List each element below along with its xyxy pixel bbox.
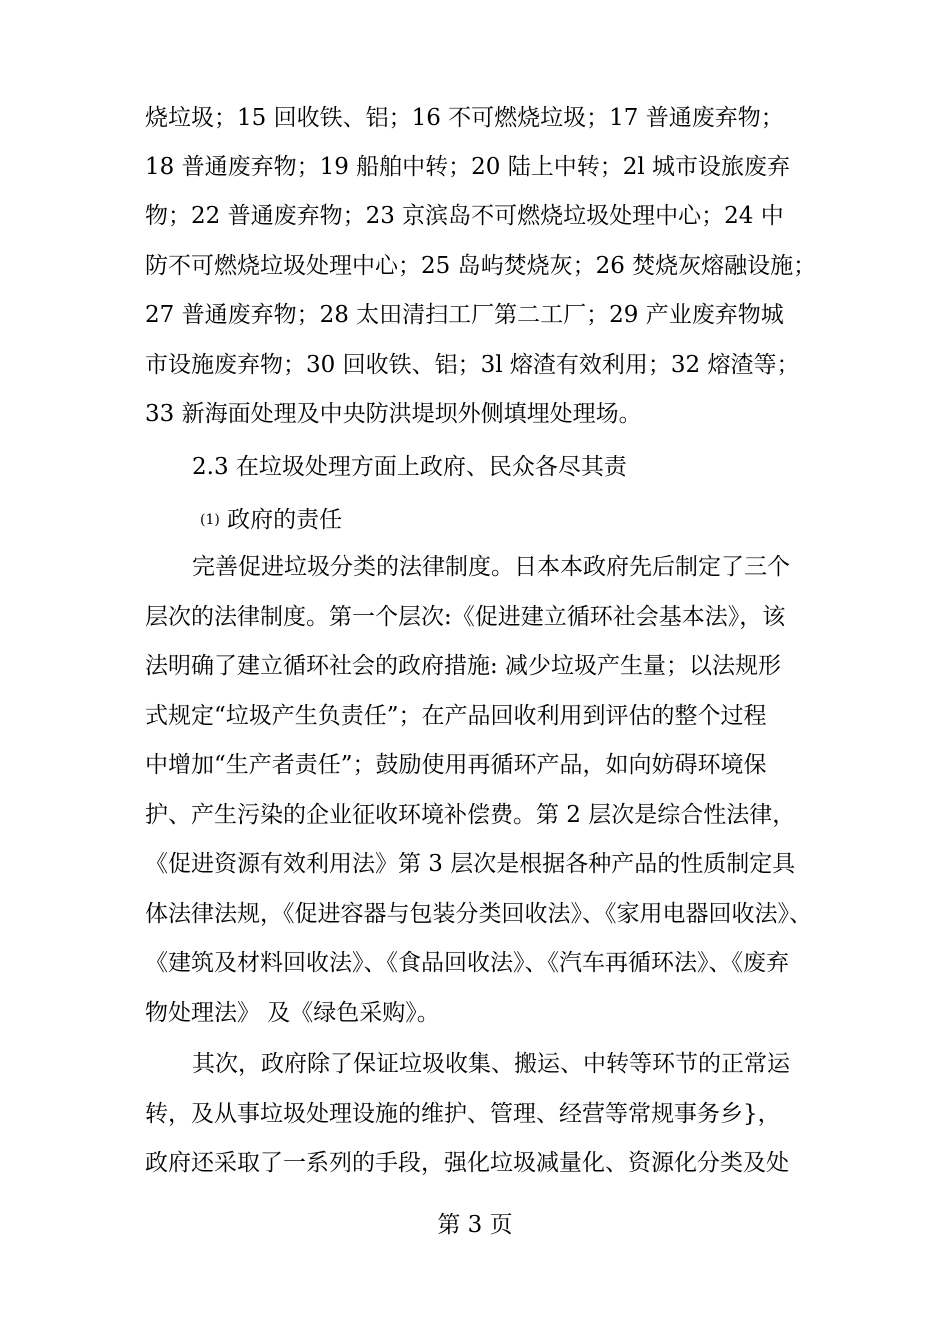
- paragraph-2-line-2: 转，及从事垃圾处理设施的维护、管理、经营等常规事务乡}，: [145, 1101, 781, 1127]
- paragraph-1-line-8: 体法律法规，《促进容器与包装分类回收法》、《家用电器回收法》、: [145, 901, 812, 927]
- paragraph-1-line-9: 《建筑及材料回收法》、《食品回收法》、《汽车再循环法》、《废弃: [145, 950, 789, 976]
- paragraph-1-line-5: 中增加“生产者责任”；鼓励使用再循环产品，如向妨碍环境保: [145, 752, 767, 778]
- subsection-number: (1): [200, 512, 220, 528]
- paragraph-1-line-7: 《促进资源有效利用法》第 3 层次是根据各种产品的性质制定具: [145, 851, 796, 877]
- text-line-7: 33 新海面处理及中央防洪堤坝外侧填埋处理场。: [145, 401, 642, 427]
- paragraph-2-line-1: 其次，政府除了保证垃圾收集、搬运、中转等环节的正常运: [192, 1051, 790, 1077]
- text-line-2: 18 普通废弃物；19 船舶中转；20 陆上中转；2l 城市设旅废弃: [145, 154, 791, 180]
- paragraph-1-line-10: 物处理法》 及《绿色采购》。: [145, 1000, 440, 1026]
- text-line-4: 防不可燃烧垃圾处理中心；25 岛屿焚烧灰；26 焚烧灰熔融设施；: [145, 253, 817, 279]
- subsection-title: 政府的责任: [227, 507, 343, 533]
- subsection-heading: [200, 505, 800, 535]
- paragraph-1-line-2: 层次的法律制度。第一个层次:《促进建立循环社会基本法》，该: [145, 604, 786, 630]
- section-heading: 2.3 在垃圾处理方面上政府、民众各尽其责: [192, 454, 627, 480]
- paragraph-1-line-4: 式规定“垃圾产生负责任”；在产品回收利用到评估的整个过程: [145, 703, 767, 729]
- text-line-3: 物；22 普通废弃物；23 京滨岛不可燃烧垃圾处理中心；24 中: [145, 203, 784, 229]
- page-number-footer: 第 3 页: [437, 1212, 513, 1238]
- text-line-6: 市设施废弃物；30 回收铁、铝；3l 熔渣有效利用；32 熔渣等；: [145, 352, 800, 378]
- paragraph-1-line-3: 法明确了建立循环社会的政府措施: 减少垃圾产生量；以法规形: [145, 653, 782, 679]
- paragraph-2-line-3: 政府还采取了一系列的手段，强化垃圾减量化、资源化分类及处: [145, 1150, 789, 1176]
- paragraph-1-line-1: 完善促进垃圾分类的法律制度。日本本政府先后制定了三个: [192, 554, 790, 580]
- text-line-1: 烧垃圾；15 回收铁、铝；16 不可燃烧垃圾；17 普通废弃物；: [145, 105, 784, 131]
- text-line-5: 27 普通废弃物；28 太田清扫工厂第二工厂；29 产业废弃物城: [145, 302, 784, 328]
- paragraph-1-line-6: 护、产生污染的企业征收环境补偿费。第 2 层次是综合性法律，: [145, 802, 796, 828]
